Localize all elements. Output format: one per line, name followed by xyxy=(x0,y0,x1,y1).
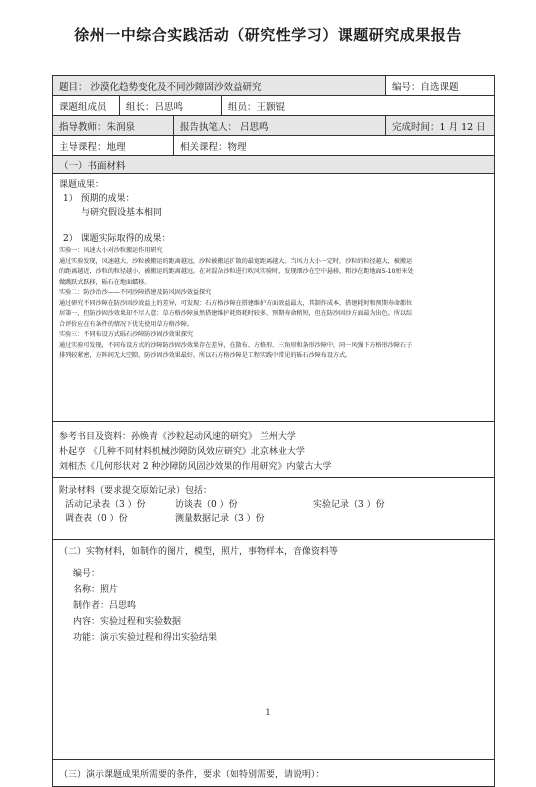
report-title: 徐州一中综合实践活动（研究性学习）课题研究成果报告 xyxy=(74,26,462,44)
exp2-line: 通过研究不同沙障在防沙固沙效益上的差异，可发现：石方格沙障在搭建维护方面效益最大，其制作成本，搭建耗时和预期寿命都位 xyxy=(59,299,413,307)
topic-row xyxy=(53,76,494,96)
appendix-block xyxy=(53,478,494,540)
physical-materials-block xyxy=(53,540,494,760)
section3-heading: （三）演示课题成果所需要的条件，要求（如特别需要，请说明）： xyxy=(59,769,325,780)
item-name: 名称：照片 xyxy=(73,585,119,595)
section1-heading: （一）书面材料 xyxy=(59,160,126,172)
exp3-title: 实验三：不同布设方式砾石沙障防沙固沙效果探究 xyxy=(59,331,193,338)
appendix-heading: 附录材料（要求提交原始记录）包括： xyxy=(59,486,213,496)
section2-heading: （二）实物材料，如制作的图片，模型，照片，事物样本，音像资料等 xyxy=(59,547,339,557)
interview-record: 访谈表（0 ）份 xyxy=(175,500,238,510)
activity-record: 活动记录表（3 ）份 xyxy=(65,500,146,510)
expected-results-text: 与研究假设基本相同 xyxy=(81,208,163,218)
reference-item: 刘相杰《几何形状对 2 种沙障防风固沙效果的作用研究》内蒙古大学 xyxy=(59,462,332,472)
measurement-record: 测量数据记录（3 ）份 xyxy=(175,514,265,524)
exp1-line: 通过实验发现，风速越大，沙粒被搬运的距离越远，沙粒被搬运扩散的最宽距离越大。当风力大小一定时，沙粒的粒径越大，被搬运 xyxy=(59,257,413,265)
reference-item: 参考书目及资料：孙焕青《沙粒起动风速的研究》 兰州大学 xyxy=(59,432,296,442)
code-cell: 编号：自选课题 xyxy=(385,76,494,95)
expected-results-label: 1） 预期的成果： xyxy=(63,194,135,204)
teacher-cell: 指导教师：朱润泉 xyxy=(59,121,136,133)
report-form xyxy=(52,75,495,787)
section1-heading-row xyxy=(53,156,494,174)
exp1-line: 做跳跃式跃移，砾石在地面蠕移。 xyxy=(59,278,151,286)
references-block xyxy=(53,422,494,478)
teacher-row xyxy=(53,116,494,136)
experiment-record: 实验记录（3 ）份 xyxy=(313,500,385,510)
survey-record: 调查表（0 ）份 xyxy=(65,514,128,524)
exp1-title: 实验一：风速大小对沙粒搬运作用研究 xyxy=(59,247,163,254)
reference-item: 朴起亨 《几种不同材料机械沙障防风效应研究》北京林业大学 xyxy=(59,447,305,457)
page-number: 1 xyxy=(265,708,271,717)
exp1-line: 的距离越近，沙粒的粒径越小，被搬运的距离越远。在对混杂沙粒进行吹风实验时，发现细沙在空中悬移，粗沙在距地面5-10厘米处 xyxy=(59,268,414,275)
main-course-cell: 主导课程：地理 xyxy=(59,141,126,153)
exp3-line: 排列较紧密，方阵间无大空隙，防沙固沙效果最好。所以石方格沙障是工程实践中常见的砾石沙障布设方式。 xyxy=(59,352,352,359)
appendix-line xyxy=(59,498,488,512)
actual-results-label: 2） 课题实际取得的成果： xyxy=(63,234,171,244)
writer-cell: 报告执笔人： 吕思鸣 xyxy=(173,116,385,135)
exp2-line: 合评价应在有条件的情况下优先使用草方格沙障。 xyxy=(59,320,193,328)
exp2-line: 居第一，但防沙固沙效果却不尽人意；草方格沙障虽然搭建维护耗资耗时较多，预期寿命稍短，但在防沙固沙方面最为出色。所以综 xyxy=(59,310,413,317)
date-cell: 完成时间：1 月 12 日 xyxy=(385,116,494,135)
course-row xyxy=(53,136,494,156)
appendix-line xyxy=(59,512,488,526)
exp2-title: 实验二：防沙治沙——不同沙障搭建及防风固沙效益探究 xyxy=(59,289,212,296)
section3-block xyxy=(53,760,494,786)
written-materials-block xyxy=(53,174,494,422)
results-label: 课题成果： xyxy=(59,180,105,190)
members-label: 课题组成员 xyxy=(59,101,107,113)
exp3-line: 通过实验可发现，不同布设方式的沙障防沙固沙效果存在差异，在散布、方格形、三角形和条形沙障中，同一风强下方格形沙障石子 xyxy=(59,341,413,349)
topic-cell: 题目： 沙漠化趋势变化及不同沙障固沙效益研究 xyxy=(53,76,385,95)
member-cell: 组员：王颢锟 xyxy=(221,96,494,115)
item-function: 功能：演示实验过程和得出实验结果 xyxy=(73,633,218,643)
leader-cell: 组长：吕思鸣 xyxy=(119,96,221,115)
item-number: 编号： xyxy=(73,569,101,579)
item-author: 制作者：吕思鸣 xyxy=(73,601,137,611)
members-row xyxy=(53,96,494,116)
item-content: 内容：实验过程和实验数据 xyxy=(73,617,182,627)
related-course-cell: 相关课程：物理 xyxy=(173,136,494,155)
